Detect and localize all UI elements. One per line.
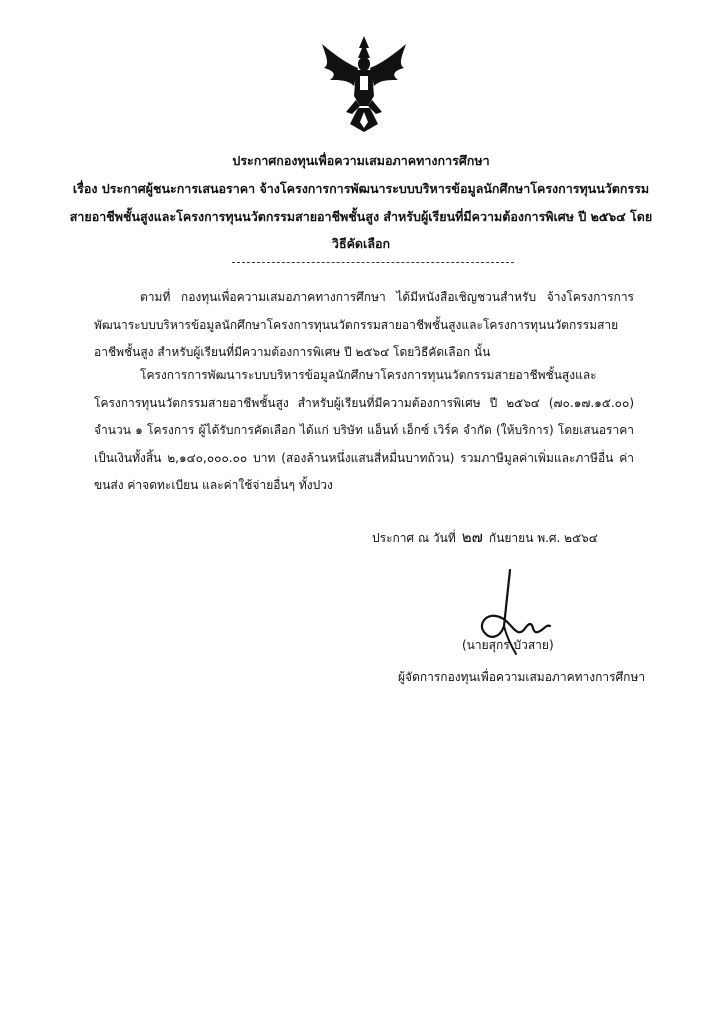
signer-name: (นายสุกร บัวสาย) — [462, 638, 554, 652]
subject-line-1: เรื่อง ประกาศผู้ชนะการเสนอราคา จ้างโครงการการพัฒนาระบบบริหารข้อมูลนักศึกษาโครงการทุนนวัตกรรม — [72, 181, 650, 196]
dateline-day: ๒๗ — [461, 528, 483, 546]
dateline-prefix: ประกาศ ณ วันที่ — [372, 531, 456, 545]
dateline — [372, 525, 598, 549]
divider — [232, 262, 514, 263]
body-paragraph-2: โครงการการพัฒนาระบบบริหารข้อมูลนักศึกษาโครงการทุนนวัตกรรมสายอาชีพชั้นสูงและโครงการทุนนวัตกรรมสายอาชีพชั้นสูง สำหรับผู้เรียนที่มีความต้องการพิเศษ ปี ๒๕๖๔ (๗๐.๑๗.๑๕.๐๐) จำนวน ๑ โครงการ ผู้ได้รับการคัดเลือก ได้แก่ บริษัท แอ็นท์ เอ็กซ์ เวิร์ค จำกัด (ให้บริการ) โดยเสนอราคา เป็นเงินทั้งสิ้น ๒,๑๔๐,๐๐๐.๐๐ บาท (สองล้านหนึ่งแสนสี่หมื่นบาทถ้วน) รวมภาษีมูลค่าเพิ่มและภาษีอื่น ค่าขนส่ง ค่าจดทะเบียน และค่าใช้จ่ายอื่นๆ ทั้งปวง — [94, 368, 634, 492]
subject-line-3: วิธีคัดเลือก — [331, 236, 391, 251]
body-paragraph-1: ตามที่ กองทุนเพื่อความเสมอภาคทางการศึกษา ได้มีหนังสือเชิญชวนสำหรับ จ้างโครงการการพัฒนาระบบบริหารข้อมูลนักศึกษาโครงการทุนนวัตกรรมสายอาชีพชั้นสูงและโครงการทุนนวัตกรรมสายอาชีพชั้นสูง สำหรับผู้เรียนที่มีความต้องการพิเศษ ปี ๒๕๖๔ โดยวิธีคัดเลือก นั้น — [94, 290, 634, 359]
dateline-month-year: กันยายน พ.ศ. ๒๕๖๔ — [488, 531, 598, 545]
announcement-title: ประกาศกองทุนเพื่อความเสมอภาคทางการศึกษา — [232, 153, 490, 168]
subject-line-2: สายอาชีพชั้นสูงและโครงการทุนนวัตกรรมสายอาชีพชั้นสูง สำหรับผู้เรียนที่มีความต้องการพิเศษ ปี ๒๕๖๔ โดย — [69, 209, 653, 224]
garuda-emblem-icon — [318, 34, 410, 134]
signer-title: ผู้จัดการกองทุนเพื่อความเสมอภาคทางการศึกษา — [398, 670, 646, 684]
